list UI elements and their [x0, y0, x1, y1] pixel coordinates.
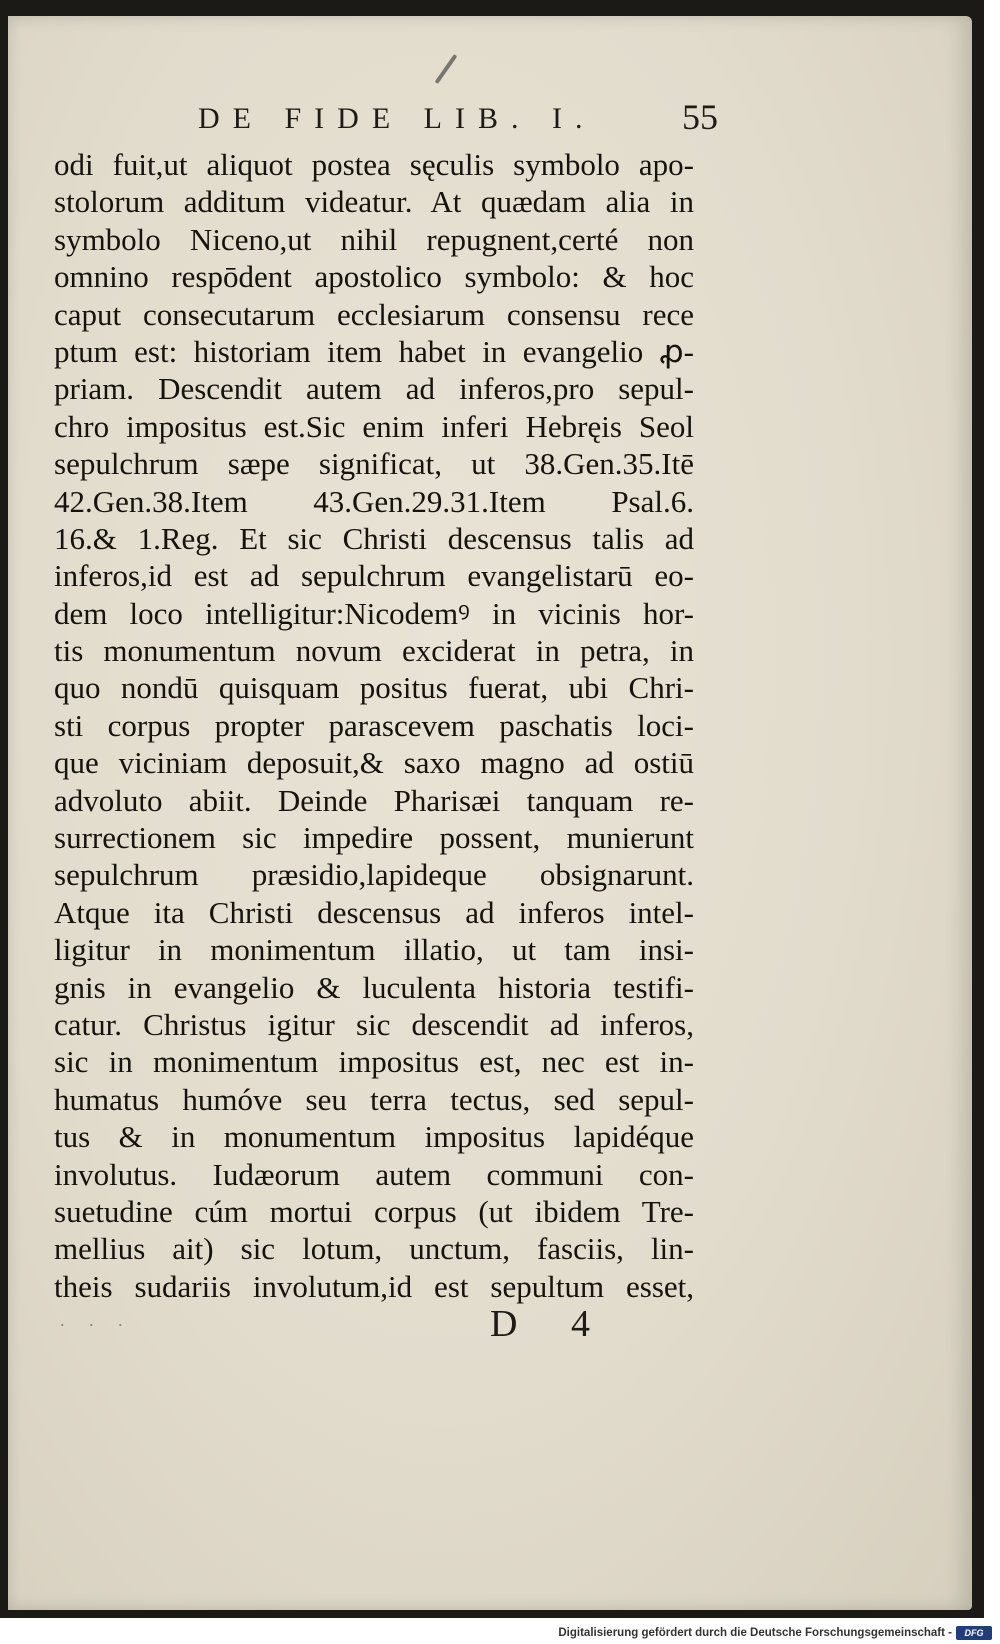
text-line: que viciniam deposuit,& saxo magno ad ostiū — [54, 745, 694, 781]
text-line: 16.& 1.Reg. Et sic Christi descensus talis ad — [54, 520, 694, 556]
book-page — [8, 16, 972, 1610]
text-line: sepulchrum sæpe significat, ut 38.Gen.35.Itē — [54, 446, 694, 482]
page-header — [198, 97, 718, 146]
footer-marks: . . . — [60, 1310, 133, 1330]
signature-mark: D 4 — [490, 1303, 612, 1345]
text-line: dem loco intelligitur:Nicodemꝰ in vicinis hor- — [54, 595, 694, 631]
text-line: sic in monimentum impositus est, nec est in- — [54, 1044, 694, 1080]
body-text — [54, 146, 694, 1305]
page-footer — [54, 1303, 694, 1356]
text-line: Atque ita Christi descensus ad inferos intel- — [54, 894, 694, 930]
text-line: stolorum additum videatur. At quædam alia in — [54, 184, 694, 220]
text-line: suetudine cúm mortui corpus (ut ibidem Tre- — [54, 1193, 694, 1229]
text-line: tis monumentum novum exciderat in petra, in — [54, 633, 694, 669]
dfg-logo[interactable]: DFG — [956, 1626, 992, 1640]
pencil-mark — [435, 54, 458, 84]
funding-attribution: Digitalisierung gefördert durch die Deutsche Forschungsgemeinschaft - — [558, 1627, 952, 1639]
text-line: sti corpus propter parascevem paschatis loci- — [54, 707, 694, 743]
text-line: caput consecutarum ecclesiarum consensu rece — [54, 296, 694, 332]
text-line: odi fuit,ut aliquot postea sęculis symbolo apo- — [54, 147, 694, 182]
text-line: gnis in evangelio & luculenta historia testifi- — [54, 969, 694, 1005]
running-head: DE FIDE LIB. I. — [198, 102, 596, 135]
text-line: chro impositus est.Sic enim inferi Hebręis Seol — [54, 408, 694, 444]
text-line: priam. Descendit autem ad inferos,pro sepul- — [54, 371, 694, 407]
text-line: involutus. Iudæorum autem communi con- — [54, 1156, 694, 1192]
page-number: 55 — [682, 97, 718, 137]
text-line: symbolo Niceno,ut nihil repugnent,certé non — [54, 221, 694, 257]
text-line: advoluto abiit. Deinde Pharisæi tanquam re- — [54, 782, 694, 818]
text-line: ptum est: historiam item habet in evangelio ꝓ- — [54, 333, 694, 369]
text-line: tus & in monumentum impositus lapidéque — [54, 1119, 694, 1155]
text-line: ligitur in monimentum illatio, ut tam insi- — [54, 932, 694, 968]
text-line: mellius ait) sic lotum, unctum, fasciis, lin- — [54, 1231, 694, 1267]
text-line: theis sudariis involutum,id est sepultum esset, — [54, 1268, 694, 1304]
text-line: sepulchrum præsidio,lapideque obsignarunt. — [54, 857, 694, 893]
text-line: quo nondū quisquam positus fuerat, ubi Chri- — [54, 670, 694, 706]
text-line: omnino respōdent apostolico symbolo: & hoc — [54, 259, 694, 295]
text-line: surrectionem sic impedire possent, munierunt — [54, 820, 694, 856]
text-line: humatus humóve seu terra tectus, sed sepul- — [54, 1081, 694, 1117]
text-line: inferos,id est ad sepulchrum evangelistarū eo- — [54, 558, 694, 594]
text-line: catur. Christus igitur sic descendit ad inferos, — [54, 1006, 694, 1042]
text-line: 42.Gen.38.Item 43.Gen.29.31.Item Psal.6. — [54, 483, 694, 519]
